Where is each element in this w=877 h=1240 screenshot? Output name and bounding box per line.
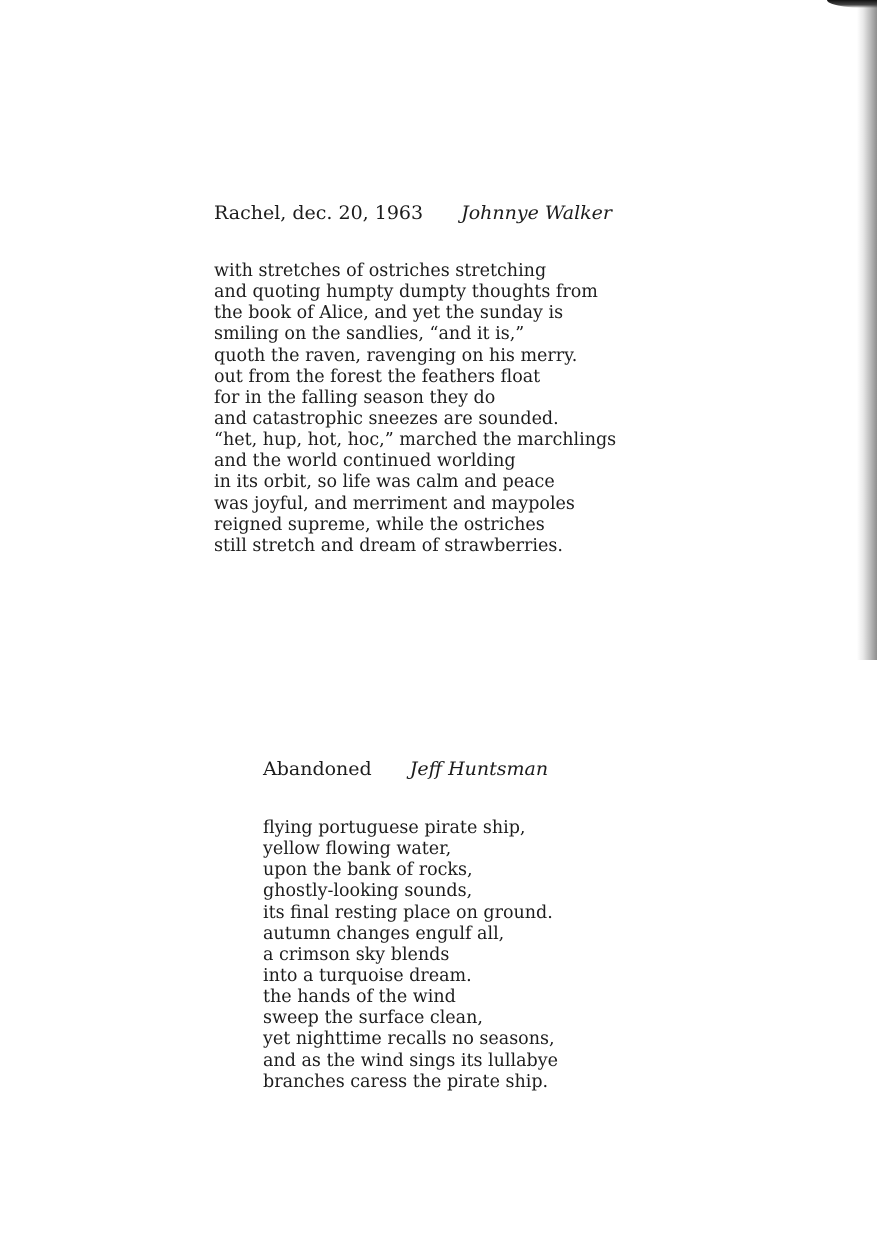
poem-line: ghostly-looking sounds, <box>263 881 473 902</box>
poem-line: and the world continued worlding <box>214 451 516 472</box>
poem-line: upon the bank of rocks, <box>263 860 473 881</box>
poem-line: quoth the raven, ravenging on his merry. <box>214 345 578 366</box>
poem-line: branches caress the pirate ship. <box>263 1071 549 1092</box>
poem-line: and as the wind sings its lullabye <box>263 1050 558 1071</box>
poem-line: its final resting place on ground. <box>263 902 553 923</box>
poem-line: in its orbit, so life was calm and peace <box>214 472 555 493</box>
poem-line: autumn changes engulf all, <box>263 923 505 944</box>
poem-author: Jeff Huntsman <box>409 758 549 780</box>
poem-title: Abandoned <box>263 758 372 780</box>
poem-line: flying portuguese pirate ship, <box>263 818 526 838</box>
binding-edge <box>857 0 877 660</box>
poem-line: sweep the surface clean, <box>263 1008 483 1029</box>
poem-line: with stretches of ostriches stretching <box>214 261 547 281</box>
poem-body <box>214 261 616 557</box>
poem-line: and quoting humpty dumpty thoughts from <box>214 282 598 303</box>
poem-line: still stretch and dream of strawberries. <box>214 535 563 556</box>
poem-line: a crimson sky blends <box>263 944 450 965</box>
binding-shadow <box>827 0 877 8</box>
poem-line: smiling on the sandlies, “and it is,” <box>214 324 525 345</box>
poem-line: out from the forest the feathers float <box>214 366 541 387</box>
poem-line: reigned supreme, while the ostriches <box>214 514 545 535</box>
poem-body <box>263 818 558 1093</box>
poem-line: the hands of the wind <box>263 987 456 1008</box>
poem-line: yellow flowing water, <box>263 839 452 860</box>
poem-header <box>214 204 612 223</box>
poem-line: “het, hup, hot, hoc,” marched the marchlings <box>214 430 617 451</box>
poem-header <box>263 760 548 779</box>
poem-line: yet nighttime recalls no seasons, <box>263 1029 555 1050</box>
poem-line: and catastrophic sneezes are sounded. <box>214 408 559 429</box>
poem-title: Rachel, dec. 20, 1963 <box>214 202 424 224</box>
poem-line: was joyful, and merriment and maypoles <box>214 493 575 514</box>
poem-line: for in the falling season they do <box>214 387 496 408</box>
poem-line: the book of Alice, and yet the sunday is <box>214 303 564 324</box>
poem-line: into a turquoise dream. <box>263 965 472 986</box>
poem-author: Johnnye Walker <box>461 202 612 224</box>
